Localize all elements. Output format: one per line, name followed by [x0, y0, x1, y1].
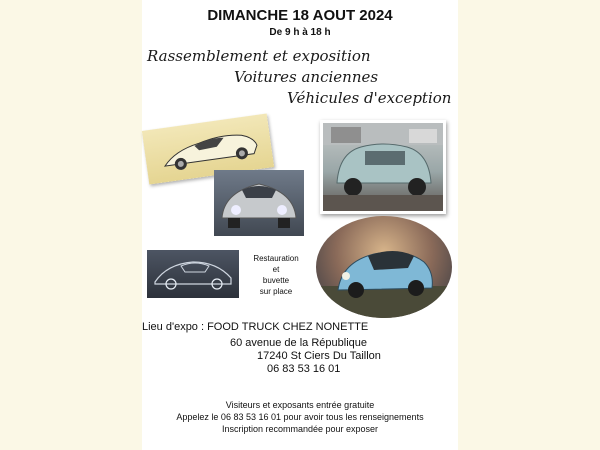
- location-street: 60 avenue de la République: [230, 337, 368, 349]
- catering-line: buvette: [262, 276, 290, 285]
- photo-porsche-911-drawing: [147, 250, 239, 298]
- location-label: Lieu d'expo : FOOD TRUCK CHEZ NONETTE: [142, 321, 369, 333]
- info-registration: Inscription recommandée pour exposer: [221, 424, 379, 434]
- photo-porsche-356: [214, 170, 304, 236]
- catering-line: et: [272, 265, 280, 274]
- catering-line: Restauration: [253, 254, 299, 263]
- event-poster: [142, 0, 458, 450]
- photo-citroen-2cv: [316, 216, 452, 318]
- location-city: 17240 St Ciers Du Taillon: [257, 350, 381, 362]
- event-hours: De 9 h à 18 h: [269, 27, 331, 38]
- event-date: DIMANCHE 18 AOUT 2024: [207, 7, 393, 24]
- catering-line: sur place: [259, 287, 293, 296]
- catering-notice: [248, 253, 304, 297]
- info-free-entry: Visiteurs et exposants entrée gratuite: [225, 400, 375, 410]
- info-contact: Appelez le 06 83 53 16 01 pour avoir tous les renseignements: [176, 412, 424, 422]
- headline-vintage-cars: Voitures anciennes: [234, 68, 379, 86]
- photo-renault-4cv: [320, 120, 446, 214]
- headline-gathering: Rassemblement et exposition: [147, 47, 371, 65]
- location-phone: 06 83 53 16 01: [267, 363, 341, 375]
- headline-exceptional-vehicles: Véhicules d'exception: [287, 89, 452, 107]
